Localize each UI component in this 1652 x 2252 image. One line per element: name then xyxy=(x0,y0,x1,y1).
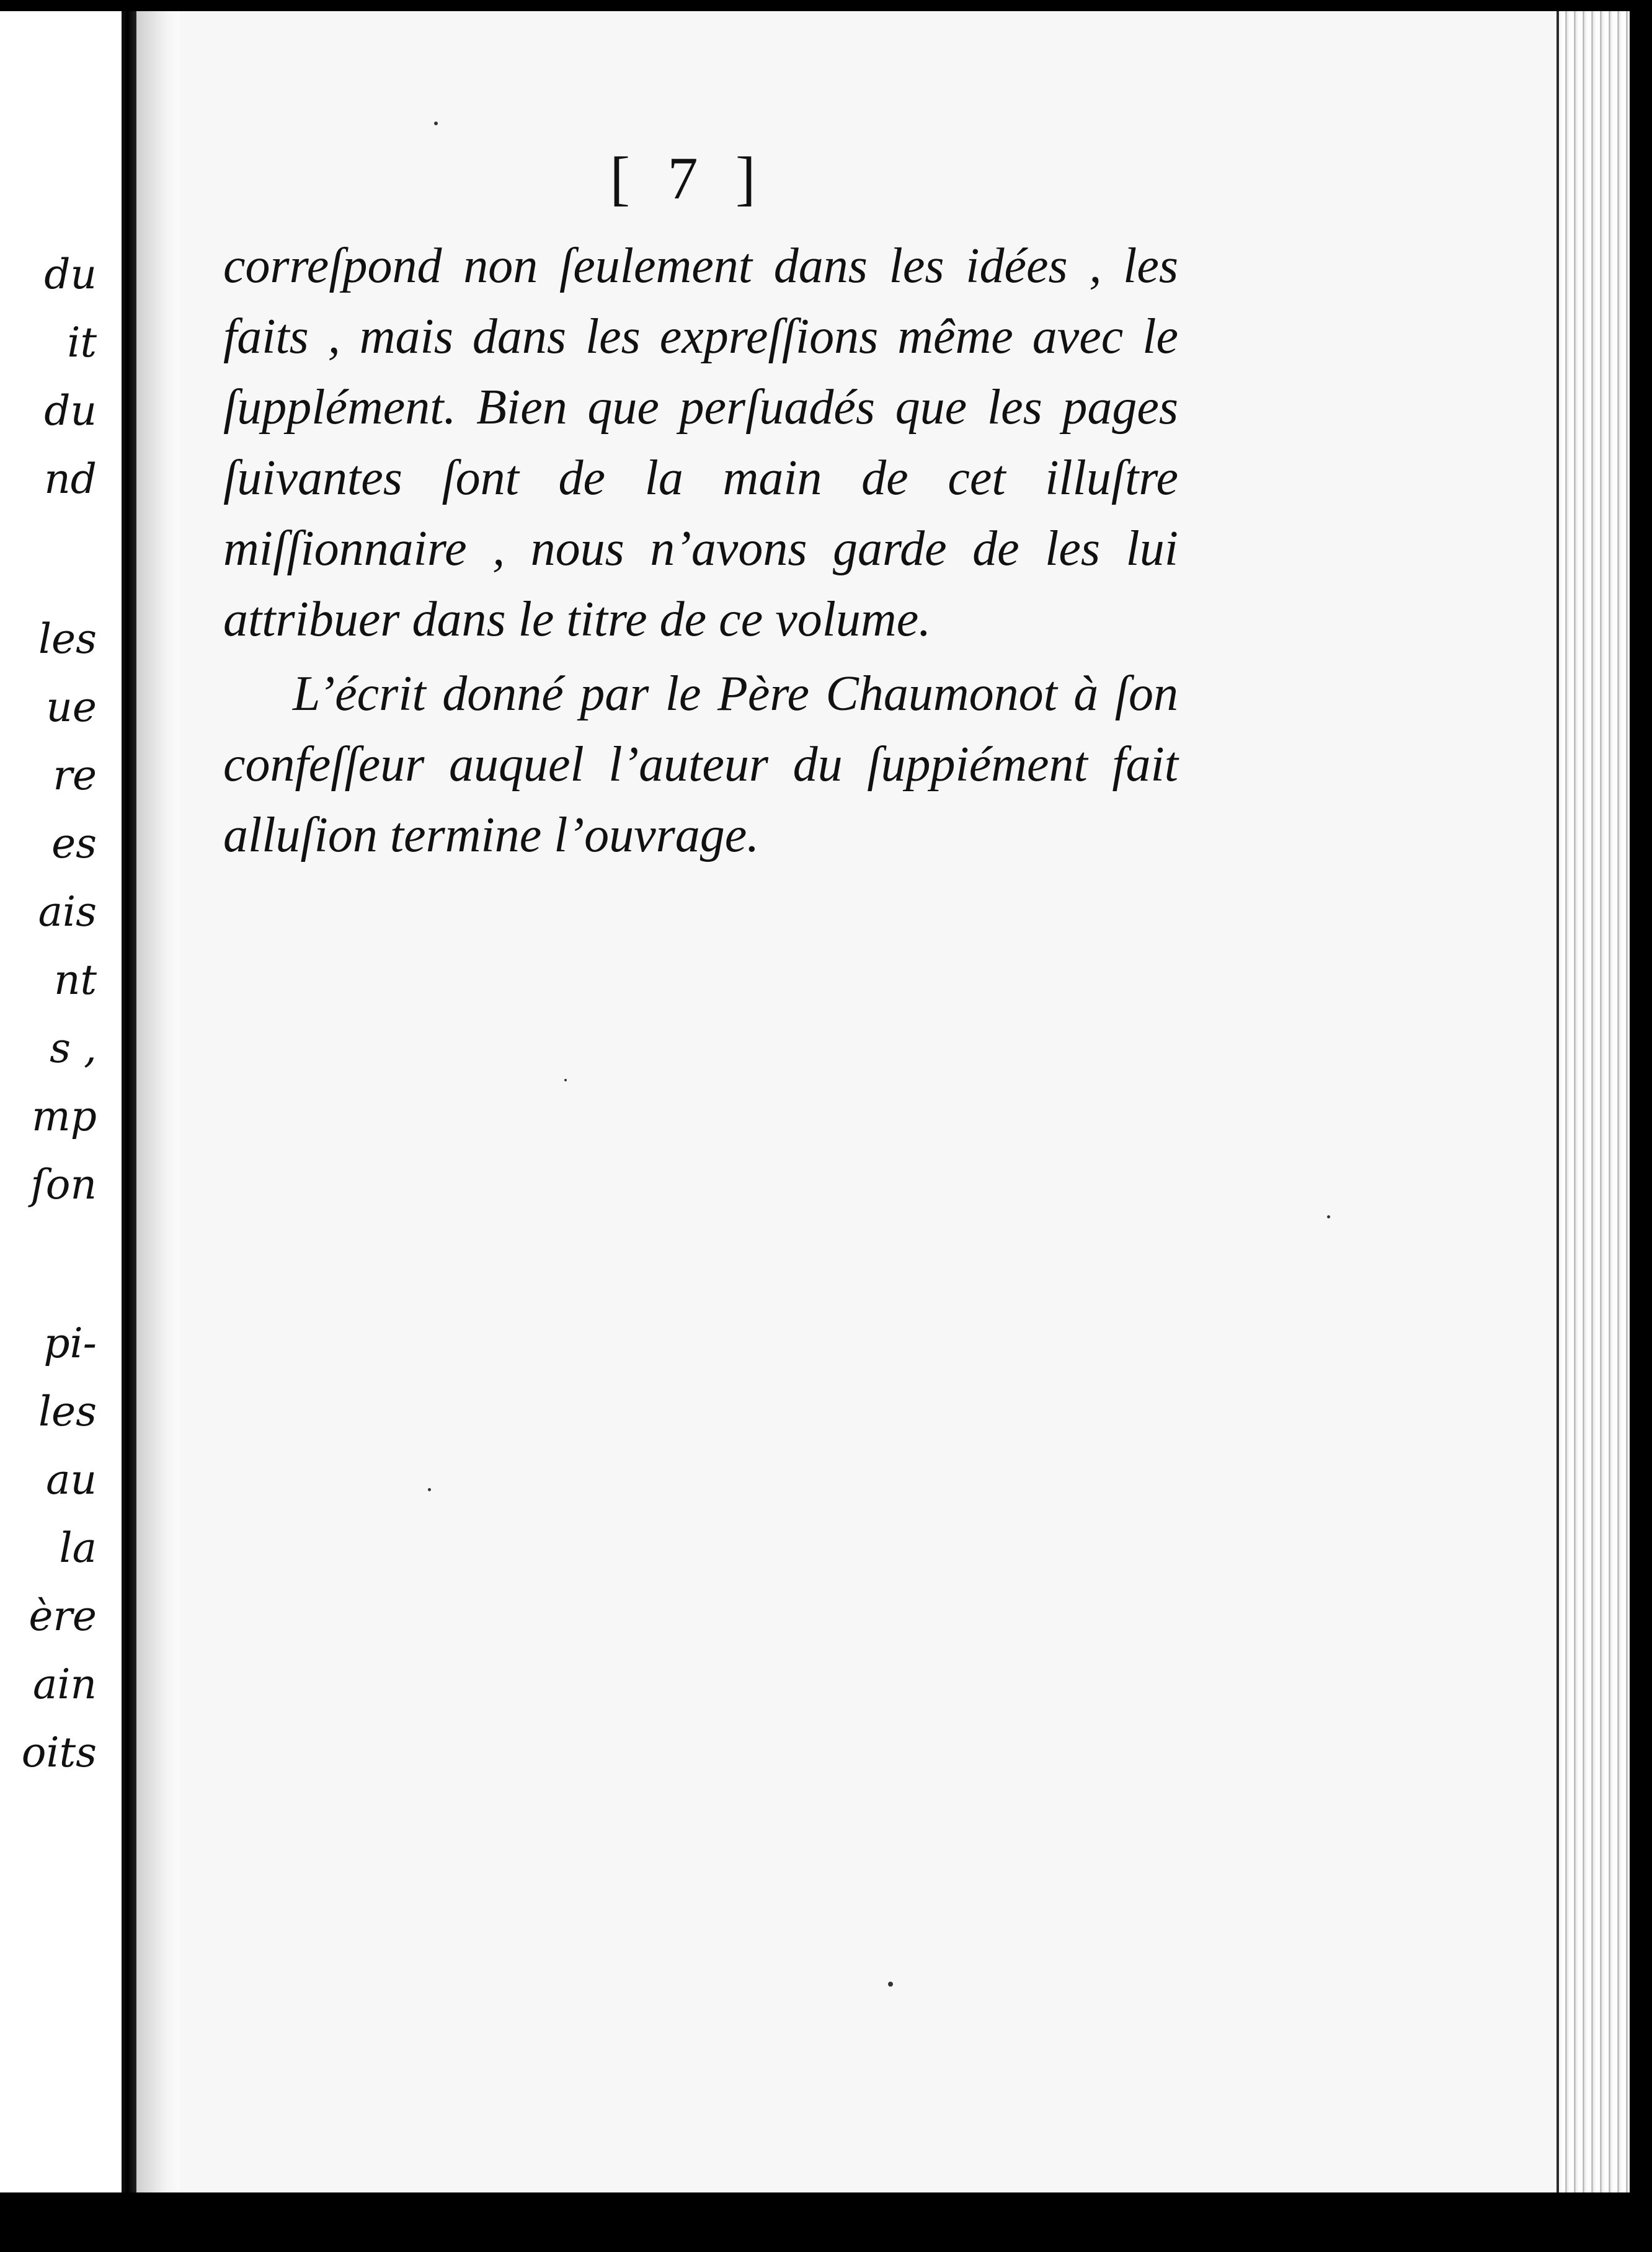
paper-speck xyxy=(564,1079,567,1081)
facing-page-fragment: re xyxy=(53,751,97,799)
paper-speck xyxy=(888,1982,893,1987)
facing-page-fragment: pi- xyxy=(43,1319,97,1367)
facing-page-fragment: oits xyxy=(21,1729,97,1776)
facing-page-fragment: nd xyxy=(44,455,97,503)
stacked-page-edges xyxy=(1561,11,1630,2192)
facing-page-fragment: au xyxy=(46,1456,97,1504)
facing-page-strip xyxy=(0,11,122,2192)
facing-page-fragment: ue xyxy=(46,683,97,731)
facing-page-fragment: ais xyxy=(38,888,97,936)
facing-page-fragment: nt xyxy=(53,956,97,1004)
facing-page-fragment: du xyxy=(44,250,97,298)
facing-page-fragment: les xyxy=(38,1388,97,1435)
paper-speck xyxy=(1327,1215,1330,1218)
paragraph: L’écrit donné par le Père Chaumonot à ſon confeſſeur auquel l’auteur du ſuppiément fait alluſion termine l’ouvrage. xyxy=(223,667,1178,862)
page-number: [ 7 ] xyxy=(610,145,767,212)
gutter-shadow xyxy=(136,11,180,2192)
facing-page-fragment: es xyxy=(51,820,97,867)
facing-page-fragment: mp xyxy=(32,1093,97,1140)
page-edge-line xyxy=(1557,11,1559,2192)
facing-page-fragment: les xyxy=(38,615,97,663)
facing-page-fragment: it xyxy=(67,319,97,366)
body-text xyxy=(223,231,1178,871)
facing-page-fragment: ſon xyxy=(30,1161,97,1208)
facing-page-fragment: ain xyxy=(33,1660,97,1708)
facing-page-fragment: s , xyxy=(50,1024,97,1072)
facing-page-fragment: ère xyxy=(29,1592,97,1640)
scan-border-top xyxy=(0,0,1652,11)
paper-speck xyxy=(428,1488,431,1491)
scan-border-bottom xyxy=(0,2192,1652,2252)
paper-speck xyxy=(434,122,438,125)
book-gutter xyxy=(122,11,136,2192)
facing-page-fragment: la xyxy=(59,1524,97,1572)
paragraph: correſpond non ſeulement dans les idées , les faits , mais dans les expreſſions même avec le ſupplément. Bien que perſuadés que les pages ſuivantes ſont de la main de cet illuſtre miſſionnaire , nous n’avons garde de les lui attribuer dans le titre de ce volume. xyxy=(223,239,1178,647)
scan-border-right xyxy=(1630,0,1652,2252)
facing-page-fragment: du xyxy=(44,387,97,435)
